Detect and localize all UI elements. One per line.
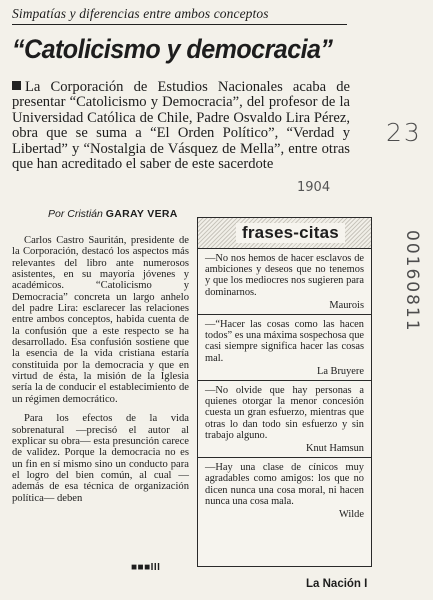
quote-author: Knut Hamsun xyxy=(305,443,364,455)
quote-item xyxy=(198,457,371,523)
quote-text: —Hay una clase de cínicos muy agradables como amigos: los que no dicen nunca una cosa moral, ni hacen nunca una cosa mala. xyxy=(205,462,364,507)
handwritten-year: 1904 xyxy=(297,180,331,195)
byline-author: GARAY VERA xyxy=(105,208,178,220)
quote-item xyxy=(198,314,371,380)
body-paragraph: Para los efectos de la vida sobrenatural —precisó el autor al explicar su obra— esta presunción carece de validez. Porque la democracia no es un fin en sí mismo sino un conducto para el logro del bien común, al cual —además de esa técnica de organización política— deben xyxy=(12,413,189,504)
quote-text: —“Hacer las cosas como las hacen todos” es una máxima sospechosa que casi siempre significa hacer las cosas mal. xyxy=(205,319,364,364)
article-lead xyxy=(12,80,350,172)
quote-text: —No nos hemos de hacer esclavos de ambiciones y deseos que no tenemos y que los mediocres nos sugieren para dominarnos. xyxy=(205,253,364,298)
quote-author: La Bruyere xyxy=(316,365,364,377)
continued-marker: ■■■III xyxy=(131,562,161,573)
article-body xyxy=(12,235,189,504)
quote-text: —No olvide que hay personas a quienes otorgar la menor concesión cuesta un gran esfuerzo, mientras que otras lo dan todo sin esfuerzo y sin trabajo alguno. xyxy=(205,385,364,441)
lead-square-icon xyxy=(12,81,21,90)
quotes-title-band xyxy=(198,218,371,249)
quote-author: Wilde xyxy=(339,509,364,521)
quote-item xyxy=(198,249,371,314)
article-headline: “Catolicismo y democracia” xyxy=(12,34,333,64)
quote-author: Maurois xyxy=(329,299,364,311)
body-paragraph: Carlos Castro Sauritán, presidente de la Corporación, destacó los aspectos más relevantes del libro ante numerosos asistentes, en su mayoría jóvenes y académicos. “Catolicismo y Democracia” concreta un largo anhelo del padre Lira: esclarecer las relaciones entre ambos conceptos, habida cuenta de la confusión que a este respecto se ha desarrollado. Esa confusión sostiene que la esencia de la vida cristiana estaría constituida por la democracia y que en virtud de ésta, la misión de la Iglesia sería la de conducir el establecimiento de un régimen democrático. xyxy=(12,235,189,405)
quotes-sidebar xyxy=(197,217,372,567)
lead-text: La Corporación de Estudios Nacionales acaba de presentar “Catolicismo y Democracia”, del profesor de la Universidad Católica de Chile, Padre Osvaldo Lira Pérez, obra que se suma a “El Orden Político”, “Verdad y Libertad” y “Nostalgia de Vásquez de Mella”, entre otras que han acreditado el saber de este sacerdote xyxy=(12,79,350,173)
handwritten-number: 23 xyxy=(386,118,422,147)
source-footer: La Nación I xyxy=(306,578,368,590)
article-byline xyxy=(48,208,178,220)
article-kicker: Simpatías y diferencias entre ambos conceptos xyxy=(12,6,347,25)
quotes-title: frases-citas xyxy=(236,223,345,243)
handwritten-archive-id: 00160811 xyxy=(402,230,422,333)
byline-prefix: Por Cristián xyxy=(48,208,103,220)
quote-item xyxy=(198,380,371,457)
